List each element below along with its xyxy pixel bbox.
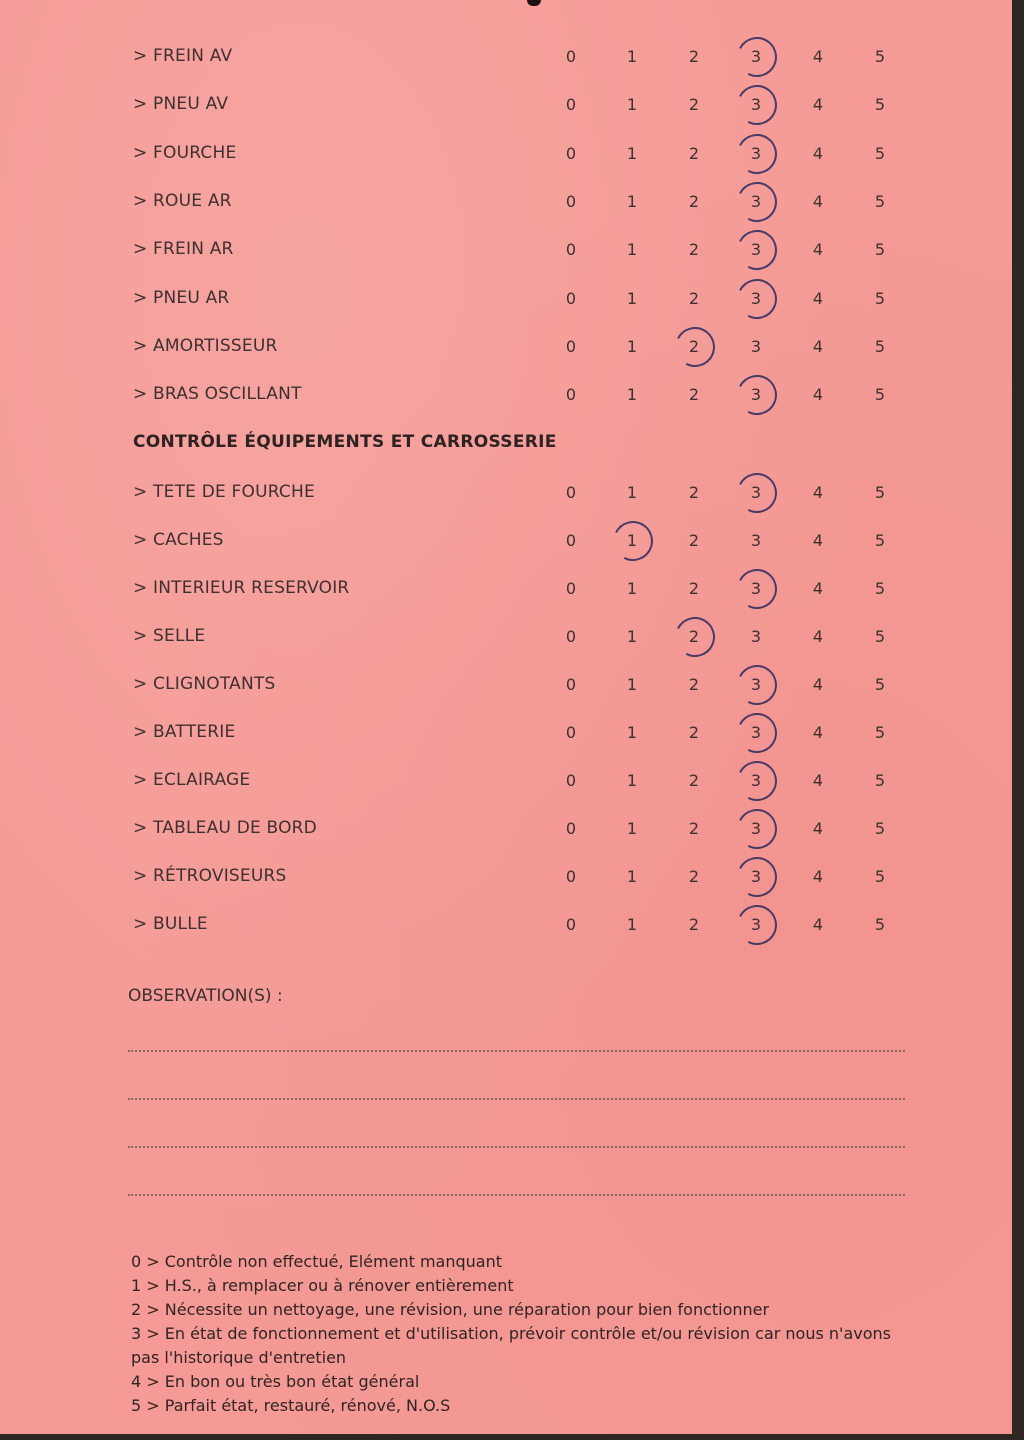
checklist-row	[0, 818, 1012, 866]
score-option[interactable]: 0	[565, 336, 577, 356]
score-option[interactable]: 3	[750, 336, 762, 356]
score-option-selected[interactable]: 3	[746, 192, 766, 211]
score-option[interactable]: 4	[812, 385, 824, 405]
checklist-item-label: > PNEU AR	[133, 287, 230, 308]
score-option-selected[interactable]: 3	[746, 819, 766, 838]
score-option[interactable]: 5	[874, 47, 886, 66]
checklist-item-label: > TABLEAU DE BORD	[133, 818, 317, 838]
section-title: CONTRÔLE ÉQUIPEMENTS ET CARROSSERIE	[133, 432, 557, 452]
score-option[interactable]: 0	[565, 95, 577, 115]
score-option[interactable]: 4	[812, 47, 824, 66]
score-option-selected[interactable]: 3	[746, 95, 766, 114]
ink-mark	[527, 0, 541, 6]
checklist-row	[0, 674, 1012, 722]
score-option[interactable]: 4	[812, 867, 824, 886]
score-option[interactable]: 5	[874, 288, 886, 308]
checklist-item-label: > PNEU AV	[133, 94, 229, 115]
score-option[interactable]: 1	[626, 723, 638, 742]
score-option[interactable]: 4	[812, 95, 824, 115]
score-option[interactable]: 0	[565, 143, 577, 163]
score-option[interactable]: 2	[688, 95, 700, 115]
observation-line[interactable]	[128, 1146, 905, 1148]
score-option[interactable]: 1	[626, 483, 638, 502]
score-option[interactable]: 4	[812, 819, 824, 838]
score-option[interactable]: 1	[626, 771, 638, 790]
score-option[interactable]: 4	[812, 191, 824, 211]
score-option-selected[interactable]: 3	[746, 483, 766, 502]
score-option[interactable]: 2	[688, 288, 700, 308]
checklist-item-label: > BATTERIE	[133, 722, 236, 742]
score-option[interactable]: 1	[626, 240, 638, 260]
score-option[interactable]: 0	[565, 288, 577, 308]
score-option[interactable]: 4	[812, 483, 824, 502]
score-option-selected[interactable]: 2	[684, 627, 704, 646]
score-option[interactable]: 5	[874, 675, 886, 694]
score-option[interactable]: 0	[565, 191, 577, 211]
score-option-selected[interactable]: 3	[746, 47, 766, 66]
checklist-row	[0, 866, 1012, 914]
checklist-row	[0, 239, 1012, 287]
score-option[interactable]: 1	[626, 675, 638, 694]
score-option[interactable]: 5	[874, 819, 886, 838]
score-option[interactable]: 1	[626, 579, 638, 598]
score-option[interactable]: 0	[565, 240, 577, 260]
checklist-item-label: > FOURCHE	[133, 142, 237, 163]
score-option[interactable]: 0	[565, 483, 577, 502]
score-option[interactable]: 4	[812, 915, 824, 934]
score-option[interactable]: 2	[688, 867, 700, 886]
checklist-row	[0, 384, 1012, 432]
score-option-selected[interactable]: 3	[746, 240, 766, 259]
score-option[interactable]: 4	[812, 627, 824, 646]
observations-title: OBSERVATION(S) :	[128, 986, 283, 1006]
score-option[interactable]: 1	[626, 336, 638, 356]
checklist-item-label: > SELLE	[133, 626, 206, 646]
score-option-selected[interactable]: 3	[746, 144, 766, 163]
observation-line[interactable]	[128, 1098, 905, 1100]
score-option[interactable]: 2	[688, 819, 700, 838]
score-option[interactable]: 1	[626, 191, 638, 211]
score-option[interactable]: 5	[874, 143, 886, 163]
score-option[interactable]: 0	[565, 385, 577, 405]
score-option-selected[interactable]: 3	[746, 675, 766, 694]
score-option-selected[interactable]: 3	[746, 579, 766, 598]
legend-item: 0 > Contrôle non effectué, Elément manquant	[131, 1252, 502, 1271]
checklist-item-label: > ROUE AR	[133, 190, 232, 211]
observation-line[interactable]	[128, 1050, 905, 1052]
score-option[interactable]: 0	[565, 47, 577, 66]
score-option[interactable]: 1	[626, 95, 638, 115]
legend-item: 2 > Nécessite un nettoyage, une révision, une réparation pour bien fonctionner	[131, 1300, 770, 1319]
score-option-selected[interactable]: 1	[622, 531, 642, 550]
checklist-row	[0, 94, 1012, 142]
score-option[interactable]: 5	[874, 531, 886, 550]
checklist-row	[0, 770, 1012, 818]
score-option[interactable]: 4	[812, 143, 824, 163]
score-option-selected[interactable]: 3	[746, 915, 766, 934]
score-option[interactable]: 0	[565, 579, 577, 598]
checklist-row	[0, 143, 1012, 191]
legend-item: 1 > H.S., à remplacer ou à rénover entièrement	[131, 1276, 514, 1295]
score-option[interactable]: 5	[874, 915, 886, 934]
score-option[interactable]: 3	[750, 531, 762, 550]
score-option[interactable]: 2	[688, 531, 700, 550]
score-option[interactable]: 4	[812, 675, 824, 694]
score-option-selected[interactable]: 3	[746, 771, 766, 790]
score-option[interactable]: 2	[688, 483, 700, 502]
score-option[interactable]: 4	[812, 240, 824, 260]
score-option[interactable]: 5	[874, 240, 886, 260]
checklist-item-label: > ECLAIRAGE	[133, 770, 251, 790]
score-option[interactable]: 1	[626, 288, 638, 308]
score-option[interactable]: 2	[688, 579, 700, 598]
checklist-row	[0, 722, 1012, 770]
score-option[interactable]: 1	[626, 627, 638, 646]
score-option[interactable]: 2	[688, 143, 700, 163]
checklist-row	[0, 191, 1012, 239]
checklist-item-label: > RÉTROVISEURS	[133, 866, 287, 886]
checklist-row	[0, 578, 1012, 626]
score-option[interactable]: 5	[874, 771, 886, 790]
checklist-row	[0, 914, 1012, 962]
score-option[interactable]: 2	[688, 723, 700, 742]
score-option[interactable]: 1	[626, 143, 638, 163]
checklist-item-label: > AMORTISSEUR	[133, 335, 278, 356]
score-option[interactable]: 0	[565, 627, 577, 646]
score-option[interactable]: 1	[626, 915, 638, 934]
score-option[interactable]: 3	[750, 627, 762, 646]
checklist-item-label: > BULLE	[133, 914, 208, 934]
checklist-item-label: > BRAS OSCILLANT	[133, 384, 302, 405]
legend-item: 5 > Parfait état, restauré, rénové, N.O.S	[131, 1396, 451, 1415]
checklist-item-label: > TETE DE FOURCHE	[133, 482, 315, 502]
score-option[interactable]: 2	[688, 915, 700, 934]
checklist-row	[0, 336, 1012, 384]
rating-legend	[131, 1250, 901, 1418]
score-option-selected[interactable]: 3	[746, 867, 766, 886]
score-option[interactable]: 5	[874, 385, 886, 405]
checklist-row	[0, 530, 1012, 578]
score-option[interactable]: 0	[565, 867, 577, 886]
legend-item: 3 > En état de fonctionnement et d'utilisation, prévoir contrôle et/ou révision car nous n'avons pas l'historique d'entretien	[131, 1324, 891, 1367]
score-option[interactable]: 0	[565, 675, 577, 694]
observation-line[interactable]	[128, 1194, 905, 1196]
score-option[interactable]: 1	[626, 47, 638, 66]
checklist-item-label: > INTERIEUR RESERVOIR	[133, 578, 350, 598]
score-option[interactable]: 5	[874, 627, 886, 646]
score-option-selected[interactable]: 2	[684, 337, 704, 356]
score-option[interactable]: 4	[812, 579, 824, 598]
score-option[interactable]: 4	[812, 336, 824, 356]
score-option[interactable]: 5	[874, 579, 886, 598]
score-option[interactable]: 2	[688, 675, 700, 694]
score-option[interactable]: 0	[565, 819, 577, 838]
checklist-item-label: > FREIN AV	[133, 46, 233, 66]
score-option[interactable]: 4	[812, 288, 824, 308]
legend-item: 4 > En bon ou très bon état général	[131, 1372, 420, 1391]
score-option[interactable]: 2	[688, 47, 700, 66]
score-option[interactable]: 2	[688, 240, 700, 260]
score-option-selected[interactable]: 3	[746, 289, 766, 308]
score-option[interactable]: 5	[874, 723, 886, 742]
checklist-row	[0, 482, 1012, 530]
score-option[interactable]: 2	[688, 771, 700, 790]
checklist-item-label: > CACHES	[133, 530, 224, 550]
checklist-row	[0, 288, 1012, 336]
score-option[interactable]: 1	[626, 867, 638, 886]
score-option[interactable]: 4	[812, 771, 824, 790]
score-option-selected[interactable]: 3	[746, 723, 766, 742]
score-option[interactable]: 1	[626, 819, 638, 838]
score-option[interactable]: 5	[874, 867, 886, 886]
score-option[interactable]: 2	[688, 385, 700, 405]
score-option[interactable]: 2	[688, 191, 700, 211]
score-option[interactable]: 0	[565, 531, 577, 550]
score-option[interactable]: 0	[565, 723, 577, 742]
checklist-row	[0, 626, 1012, 674]
score-option[interactable]: 4	[812, 531, 824, 550]
score-option[interactable]: 5	[874, 483, 886, 502]
score-option[interactable]: 0	[565, 915, 577, 934]
checklist-item-label: > CLIGNOTANTS	[133, 674, 276, 694]
score-option[interactable]: 4	[812, 723, 824, 742]
score-option[interactable]: 5	[874, 191, 886, 211]
score-option[interactable]: 5	[874, 336, 886, 356]
score-option[interactable]: 1	[626, 385, 638, 405]
checklist-row	[0, 46, 1012, 94]
score-option-selected[interactable]: 3	[746, 385, 766, 404]
score-option[interactable]: 5	[874, 95, 886, 115]
checklist-item-label: > FREIN AR	[133, 239, 234, 260]
score-option[interactable]: 0	[565, 771, 577, 790]
